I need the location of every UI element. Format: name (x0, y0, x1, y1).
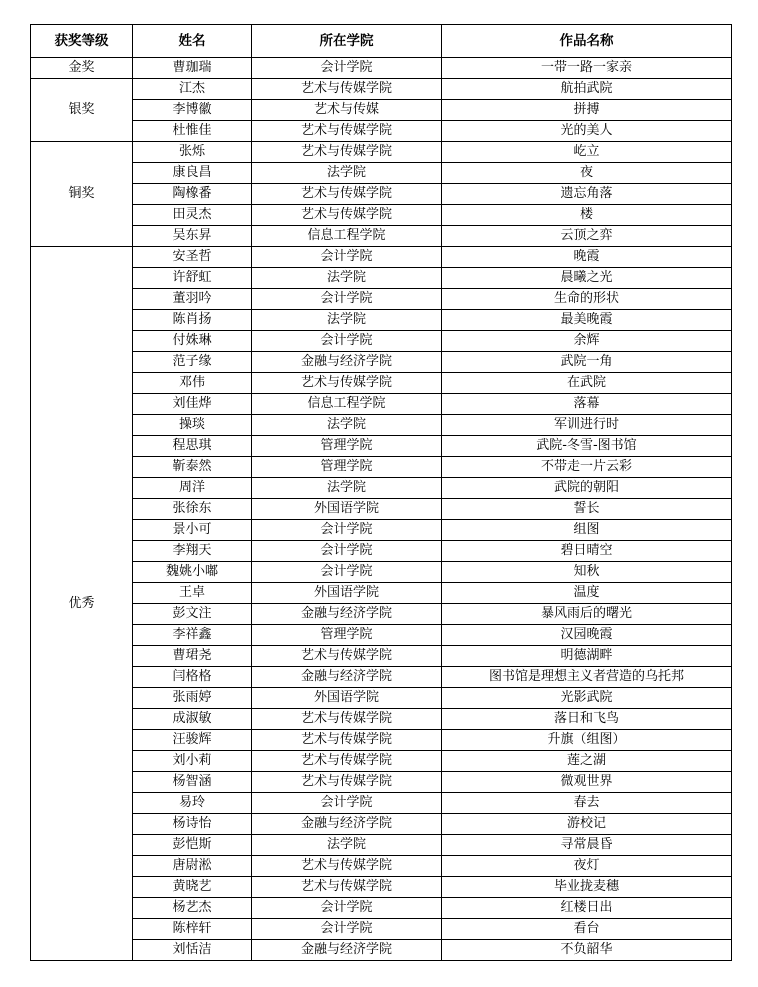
award-level-cell: 金奖 (31, 58, 133, 79)
table-row (31, 352, 732, 373)
work-title-cell: 屹立 (442, 142, 732, 163)
table-row (31, 562, 732, 583)
college-cell: 会计学院 (252, 562, 442, 583)
header-award-level: 获奖等级 (31, 25, 133, 58)
college-cell: 金融与经济学院 (252, 667, 442, 688)
work-title-cell: 碧日晴空 (442, 541, 732, 562)
table-row (31, 268, 732, 289)
table-row (31, 646, 732, 667)
table-row (31, 604, 732, 625)
table-row (31, 793, 732, 814)
table-row (31, 121, 732, 142)
college-cell: 艺术与传媒学院 (252, 205, 442, 226)
name-cell: 曹珈瑞 (133, 58, 252, 79)
work-title-cell: 光的美人 (442, 121, 732, 142)
name-cell: 董羽吟 (133, 289, 252, 310)
name-cell: 杨艺杰 (133, 898, 252, 919)
name-cell: 江杰 (133, 79, 252, 100)
college-cell: 艺术与传媒学院 (252, 751, 442, 772)
college-cell: 信息工程学院 (252, 394, 442, 415)
name-cell: 陶橡番 (133, 184, 252, 205)
work-title-cell: 夜灯 (442, 856, 732, 877)
name-cell: 许舒虹 (133, 268, 252, 289)
name-cell: 吴东昇 (133, 226, 252, 247)
name-cell: 操琰 (133, 415, 252, 436)
college-cell: 外国语学院 (252, 688, 442, 709)
college-cell: 金融与经济学院 (252, 940, 442, 961)
name-cell: 邓伟 (133, 373, 252, 394)
name-cell: 靳泰然 (133, 457, 252, 478)
table-row (31, 289, 732, 310)
header-name: 姓名 (133, 25, 252, 58)
work-title-cell: 毕业拢麦穗 (442, 877, 732, 898)
name-cell: 杨诗怡 (133, 814, 252, 835)
table-row (31, 247, 732, 268)
table-row (31, 478, 732, 499)
work-title-cell: 游校记 (442, 814, 732, 835)
name-cell: 张雨婷 (133, 688, 252, 709)
table-row (31, 226, 732, 247)
college-cell: 法学院 (252, 310, 442, 331)
work-title-cell: 图书馆是理想主义者营造的乌托邦 (442, 667, 732, 688)
work-title-cell: 红楼日出 (442, 898, 732, 919)
college-cell: 艺术与传媒学院 (252, 646, 442, 667)
name-cell: 李博徽 (133, 100, 252, 121)
table-row (31, 205, 732, 226)
college-cell: 会计学院 (252, 898, 442, 919)
table-row (31, 310, 732, 331)
table-row (31, 709, 732, 730)
header-row (31, 25, 732, 58)
name-cell: 王卓 (133, 583, 252, 604)
work-title-cell: 汉园晚霞 (442, 625, 732, 646)
award-level-cell: 优秀 (31, 247, 133, 961)
college-cell: 法学院 (252, 163, 442, 184)
name-cell: 范子缘 (133, 352, 252, 373)
college-cell: 会计学院 (252, 289, 442, 310)
name-cell: 张徐东 (133, 499, 252, 520)
award-level-cell: 银奖 (31, 79, 133, 142)
college-cell: 艺术与传媒 (252, 100, 442, 121)
college-cell: 管理学院 (252, 436, 442, 457)
work-title-cell: 明德湖畔 (442, 646, 732, 667)
college-cell: 金融与经济学院 (252, 814, 442, 835)
name-cell: 刘小莉 (133, 751, 252, 772)
name-cell: 唐尉淞 (133, 856, 252, 877)
work-title-cell: 誓长 (442, 499, 732, 520)
table-row (31, 331, 732, 352)
awards-table (30, 24, 732, 961)
table-row (31, 184, 732, 205)
work-title-cell: 温度 (442, 583, 732, 604)
name-cell: 杨智涵 (133, 772, 252, 793)
name-cell: 彭文注 (133, 604, 252, 625)
table-row (31, 940, 732, 961)
header-college: 所在学院 (252, 25, 442, 58)
work-title-cell: 航拍武院 (442, 79, 732, 100)
college-cell: 艺术与传媒学院 (252, 877, 442, 898)
college-cell: 艺术与传媒学院 (252, 142, 442, 163)
college-cell: 会计学院 (252, 541, 442, 562)
college-cell: 艺术与传媒学院 (252, 730, 442, 751)
work-title-cell: 暴风雨后的曙光 (442, 604, 732, 625)
name-cell: 汪骏辉 (133, 730, 252, 751)
college-cell: 艺术与传媒学院 (252, 184, 442, 205)
work-title-cell: 晨曦之光 (442, 268, 732, 289)
college-cell: 艺术与传媒学院 (252, 79, 442, 100)
college-cell: 艺术与传媒学院 (252, 121, 442, 142)
work-title-cell: 不带走一片云彩 (442, 457, 732, 478)
college-cell: 会计学院 (252, 520, 442, 541)
name-cell: 景小可 (133, 520, 252, 541)
college-cell: 法学院 (252, 415, 442, 436)
table-row (31, 625, 732, 646)
college-cell: 艺术与传媒学院 (252, 772, 442, 793)
table-row (31, 79, 732, 100)
work-title-cell: 余辉 (442, 331, 732, 352)
table-row (31, 100, 732, 121)
work-title-cell: 知秋 (442, 562, 732, 583)
work-title-cell: 最美晚霞 (442, 310, 732, 331)
name-cell: 刘佳烨 (133, 394, 252, 415)
college-cell: 艺术与传媒学院 (252, 709, 442, 730)
table-row (31, 667, 732, 688)
name-cell: 程思琪 (133, 436, 252, 457)
college-cell: 法学院 (252, 835, 442, 856)
table-row (31, 856, 732, 877)
table-row (31, 835, 732, 856)
college-cell: 会计学院 (252, 247, 442, 268)
work-title-cell: 武院-冬雪-图书馆 (442, 436, 732, 457)
name-cell: 付姝琳 (133, 331, 252, 352)
work-title-cell: 一带一路一家亲 (442, 58, 732, 79)
table-row (31, 58, 732, 79)
table-row (31, 373, 732, 394)
work-title-cell: 在武院 (442, 373, 732, 394)
table-row (31, 394, 732, 415)
college-cell: 信息工程学院 (252, 226, 442, 247)
name-cell: 康良昌 (133, 163, 252, 184)
work-title-cell: 生命的形状 (442, 289, 732, 310)
work-title-cell: 武院一角 (442, 352, 732, 373)
table-row (31, 142, 732, 163)
name-cell: 刘恬洁 (133, 940, 252, 961)
college-cell: 管理学院 (252, 625, 442, 646)
name-cell: 陈肖扬 (133, 310, 252, 331)
college-cell: 艺术与传媒学院 (252, 856, 442, 877)
college-cell: 金融与经济学院 (252, 604, 442, 625)
college-cell: 金融与经济学院 (252, 352, 442, 373)
work-title-cell: 微观世界 (442, 772, 732, 793)
table-row (31, 919, 732, 940)
table-row (31, 541, 732, 562)
work-title-cell: 不负韶华 (442, 940, 732, 961)
work-title-cell: 楼 (442, 205, 732, 226)
work-title-cell: 军训进行时 (442, 415, 732, 436)
college-cell: 外国语学院 (252, 499, 442, 520)
work-title-cell: 寻常晨昏 (442, 835, 732, 856)
work-title-cell: 组图 (442, 520, 732, 541)
work-title-cell: 晚霞 (442, 247, 732, 268)
work-title-cell: 莲之湖 (442, 751, 732, 772)
header-work-title: 作品名称 (442, 25, 732, 58)
work-title-cell: 春去 (442, 793, 732, 814)
table-row (31, 730, 732, 751)
award-level-cell: 铜奖 (31, 142, 133, 247)
college-cell: 会计学院 (252, 58, 442, 79)
name-cell: 李翔天 (133, 541, 252, 562)
name-cell: 杜惟佳 (133, 121, 252, 142)
work-title-cell: 看台 (442, 919, 732, 940)
awards-table-body (31, 58, 732, 961)
table-row (31, 436, 732, 457)
work-title-cell: 拼搏 (442, 100, 732, 121)
college-cell: 管理学院 (252, 457, 442, 478)
name-cell: 周洋 (133, 478, 252, 499)
college-cell: 法学院 (252, 478, 442, 499)
table-row (31, 415, 732, 436)
table-row (31, 898, 732, 919)
table-row (31, 814, 732, 835)
table-row (31, 772, 732, 793)
name-cell: 安圣哲 (133, 247, 252, 268)
table-row (31, 457, 732, 478)
work-title-cell: 夜 (442, 163, 732, 184)
table-row (31, 877, 732, 898)
work-title-cell: 武院的朝阳 (442, 478, 732, 499)
name-cell: 陈梓轩 (133, 919, 252, 940)
table-row (31, 688, 732, 709)
name-cell: 曹珺尧 (133, 646, 252, 667)
name-cell: 闫格格 (133, 667, 252, 688)
college-cell: 法学院 (252, 268, 442, 289)
name-cell: 彭恺斯 (133, 835, 252, 856)
name-cell: 张烁 (133, 142, 252, 163)
table-row (31, 583, 732, 604)
table-row (31, 163, 732, 184)
table-row (31, 499, 732, 520)
work-title-cell: 光影武院 (442, 688, 732, 709)
name-cell: 成淑敏 (133, 709, 252, 730)
table-row (31, 751, 732, 772)
work-title-cell: 遗忘角落 (442, 184, 732, 205)
name-cell: 黄晓艺 (133, 877, 252, 898)
college-cell: 外国语学院 (252, 583, 442, 604)
table-row (31, 520, 732, 541)
college-cell: 会计学院 (252, 919, 442, 940)
name-cell: 田灵杰 (133, 205, 252, 226)
name-cell: 易玲 (133, 793, 252, 814)
name-cell: 魏姚小嘟 (133, 562, 252, 583)
college-cell: 会计学院 (252, 793, 442, 814)
college-cell: 会计学院 (252, 331, 442, 352)
work-title-cell: 落日和飞鸟 (442, 709, 732, 730)
college-cell: 艺术与传媒学院 (252, 373, 442, 394)
work-title-cell: 升旗（组图） (442, 730, 732, 751)
work-title-cell: 落幕 (442, 394, 732, 415)
work-title-cell: 云顶之弈 (442, 226, 732, 247)
name-cell: 李祥鑫 (133, 625, 252, 646)
